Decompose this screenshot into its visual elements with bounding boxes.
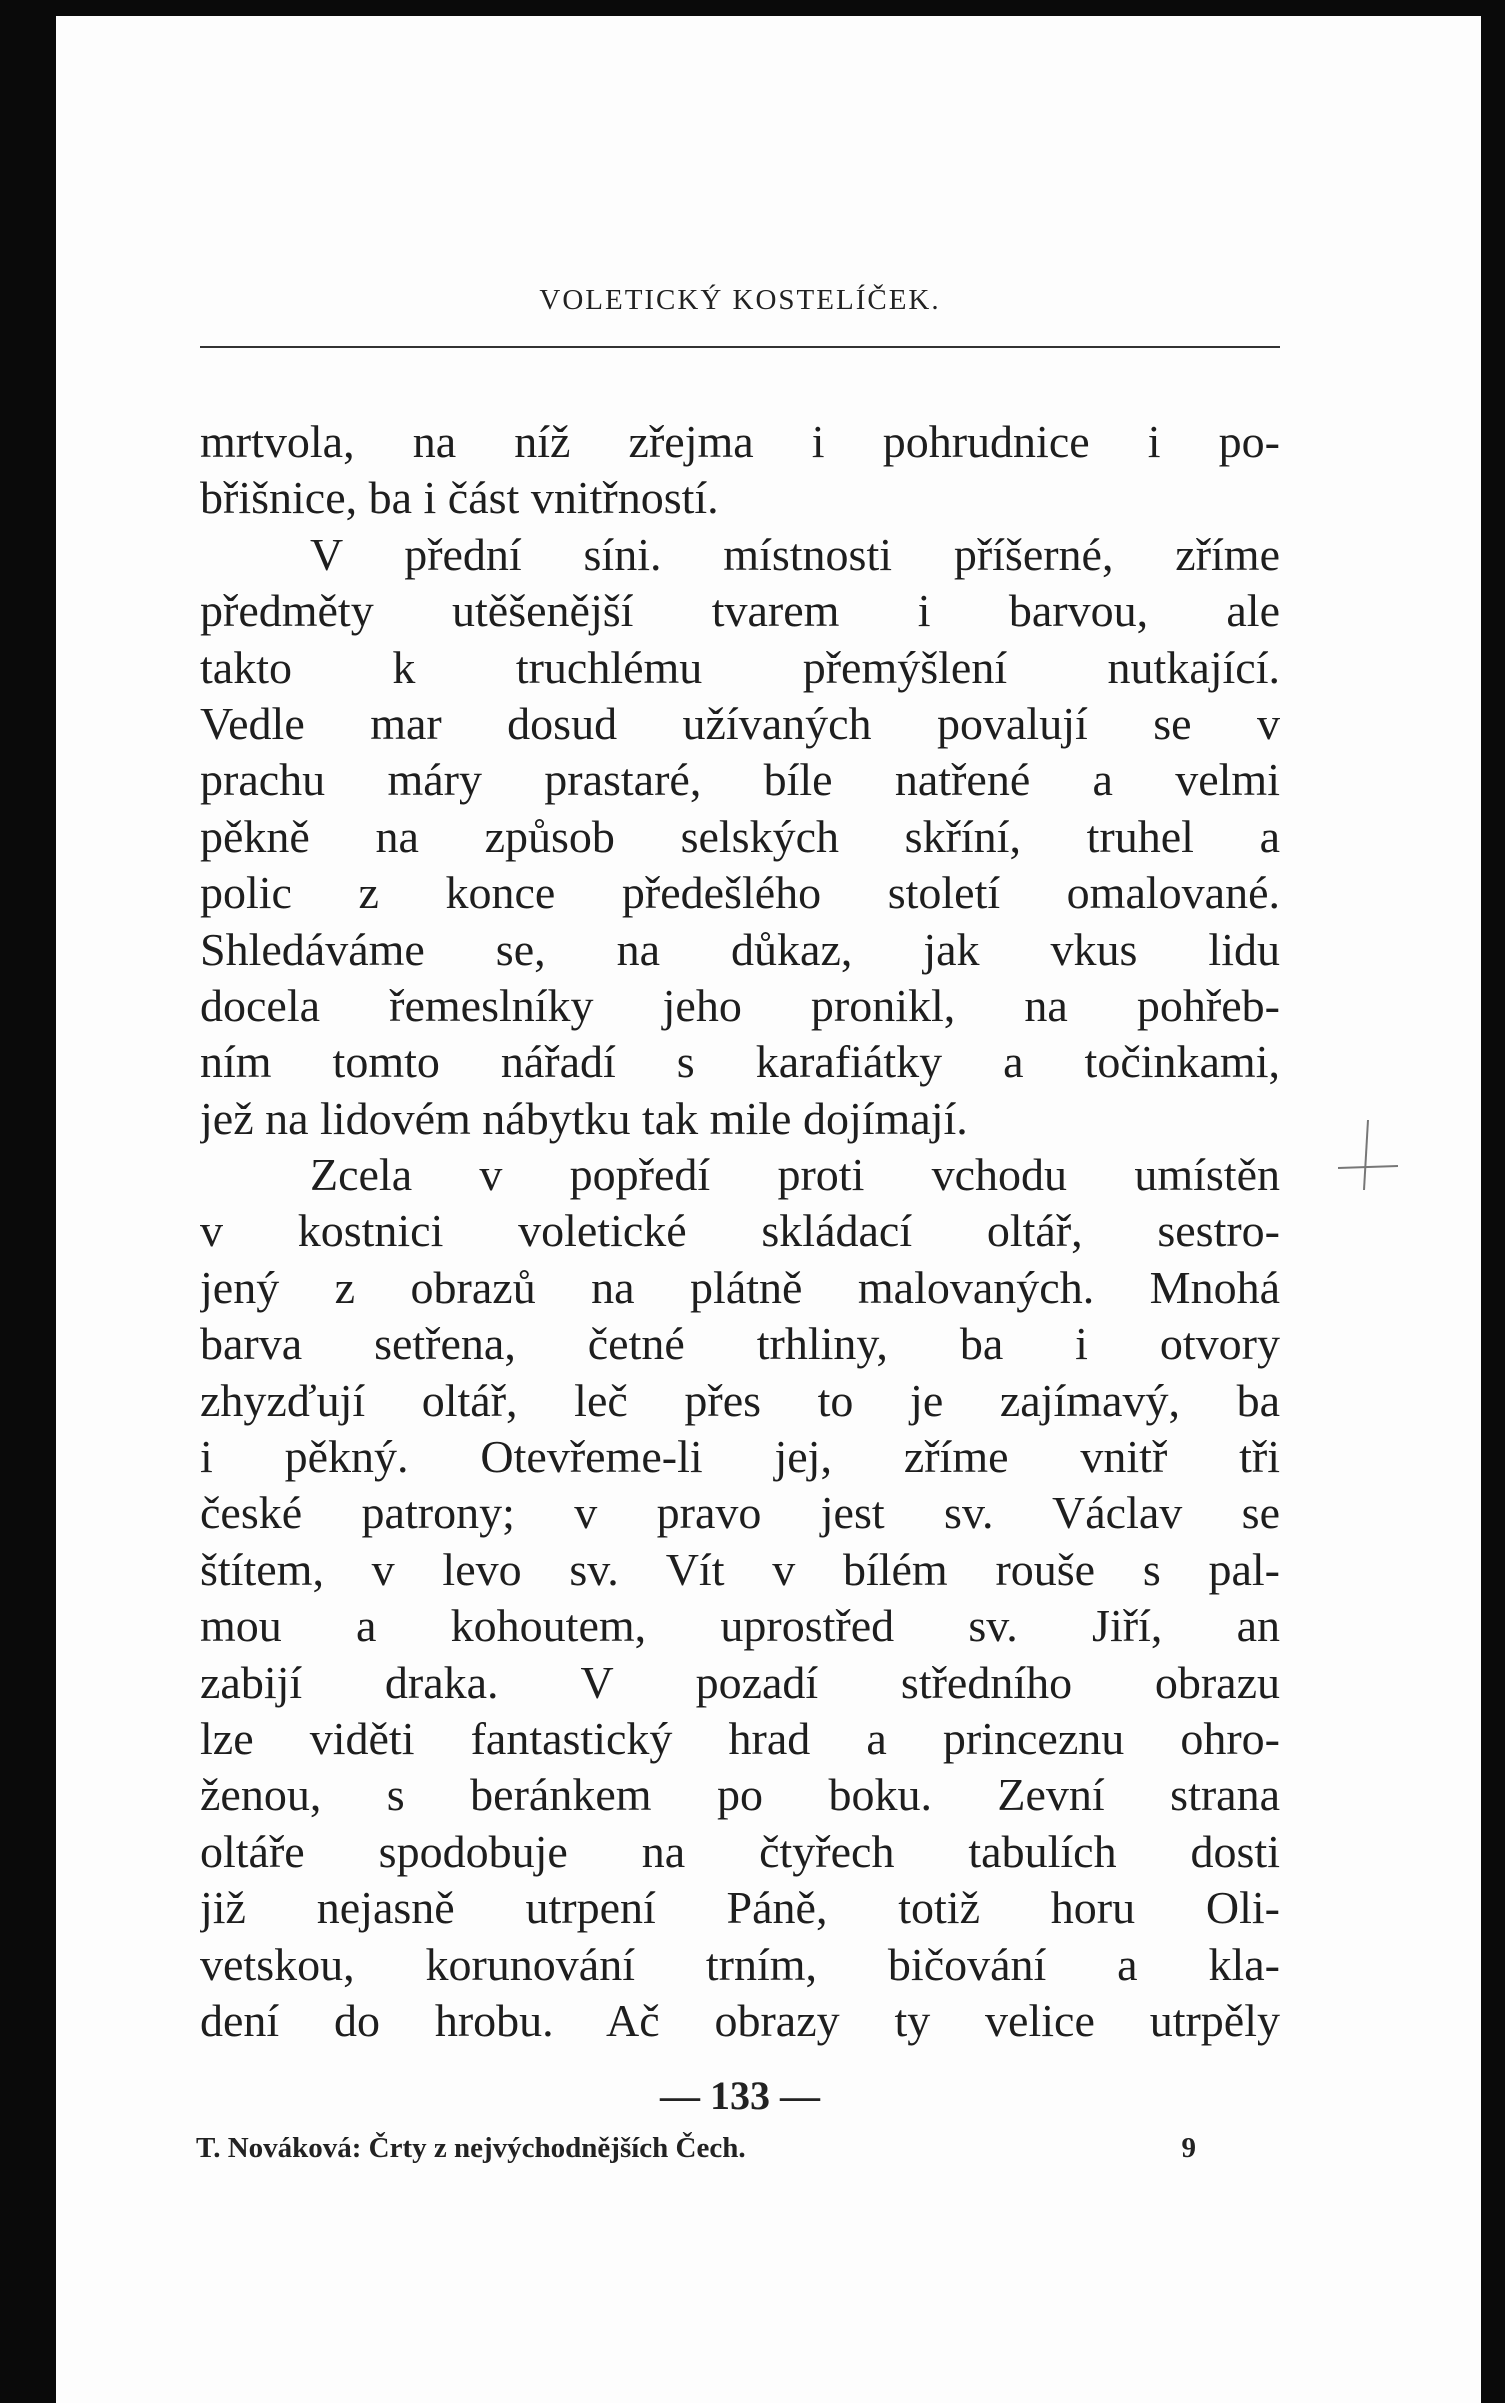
header-rule <box>200 346 1280 348</box>
text-line: mou a kohoutem, uprostřed sv. Jiří, an <box>200 1600 1280 1652</box>
text-line: takto k truchlému přemýšlení nutkající. <box>200 641 1280 693</box>
text-line: docela řemeslníky jeho pronikl, na pohřeb- <box>200 979 1280 1031</box>
scan-border-top <box>0 0 1505 16</box>
text-line: zabijí draka. V pozadí středního obrazu <box>200 1656 1280 1708</box>
scan-border-right <box>1481 0 1505 2403</box>
text-line: mrtvola, na níž zřejma i pohrudnice i po- <box>200 416 1280 467</box>
signature-sheet-number: 9 <box>1181 2132 1196 2164</box>
text-line: Vedle mar dosud užívaných povalují se v <box>200 697 1280 749</box>
body-text <box>200 414 1280 2049</box>
text-line: české patrony; v pravo jest sv. Václav se <box>200 1487 1280 1539</box>
signature-author-title: T. Nováková: Črty z nejvýchodnějších Čech. <box>196 2132 746 2164</box>
text-line: jený z obrazů na plátně malovaných. Mnohá <box>200 1261 1280 1313</box>
text-line: dení do hrobu. Ač obrazy ty velice utrpěly <box>200 1994 1280 2046</box>
text-line: polic z konce předešlého století omalované. <box>200 867 1280 919</box>
text-line: lze viděti fantastický hrad a princeznu ohro- <box>200 1712 1280 1764</box>
page-number: — 133 — <box>660 2073 820 2118</box>
text-line: Zcela v popředí proti vchodu umístěn <box>310 1149 1280 1201</box>
text-line: ženou, s beránkem po boku. Zevní strana <box>200 1769 1280 1821</box>
text-line: ním tomto nářadí s karafiátky a točinkami, <box>200 1036 1280 1088</box>
text-line: V přední síni. místnosti příšerné, zříme <box>310 528 1280 580</box>
text-line: vetskou, korunování trním, bičování a kla- <box>200 1938 1280 1990</box>
text-line: břišnice, ba i část vnitřností. <box>200 472 719 524</box>
text-line: pěkně na způsob selských skříní, truhel a <box>200 810 1280 862</box>
text-line: barva setřena, četné trhliny, ba i otvory <box>200 1318 1280 1370</box>
text-line: v kostnici voletické skládací oltář, sestro- <box>200 1205 1280 1257</box>
text-line: Shledáváme se, na důkaz, jak vkus lidu <box>200 923 1280 975</box>
text-line: oltáře spodobuje na čtyřech tabulích dosti <box>200 1825 1280 1877</box>
margin-correction-mark <box>1338 1120 1398 1190</box>
text-line: i pěkný. Otevřeme-li jej, zříme vnitř tři <box>200 1431 1280 1483</box>
running-head: VOLETICKÝ KOSTELÍČEK. <box>539 284 941 316</box>
scan-border-left <box>0 0 56 2403</box>
text-line: jež na lidovém nábytku tak mile dojímají. <box>200 1092 968 1144</box>
signature-line <box>196 2132 1296 2172</box>
text-line: prachu máry prastaré, bíle natřené a velmi <box>200 754 1280 806</box>
text-line: předměty utěšenější tvarem i barvou, ale <box>200 585 1280 637</box>
text-line: štítem, v levo sv. Vít v bílém rouše s pal- <box>200 1543 1280 1595</box>
text-line: zhyzďují oltář, leč přes to je zajímavý, ba <box>200 1374 1280 1426</box>
text-line: již nejasně utrpení Páně, totiž horu Oli- <box>200 1882 1280 1934</box>
